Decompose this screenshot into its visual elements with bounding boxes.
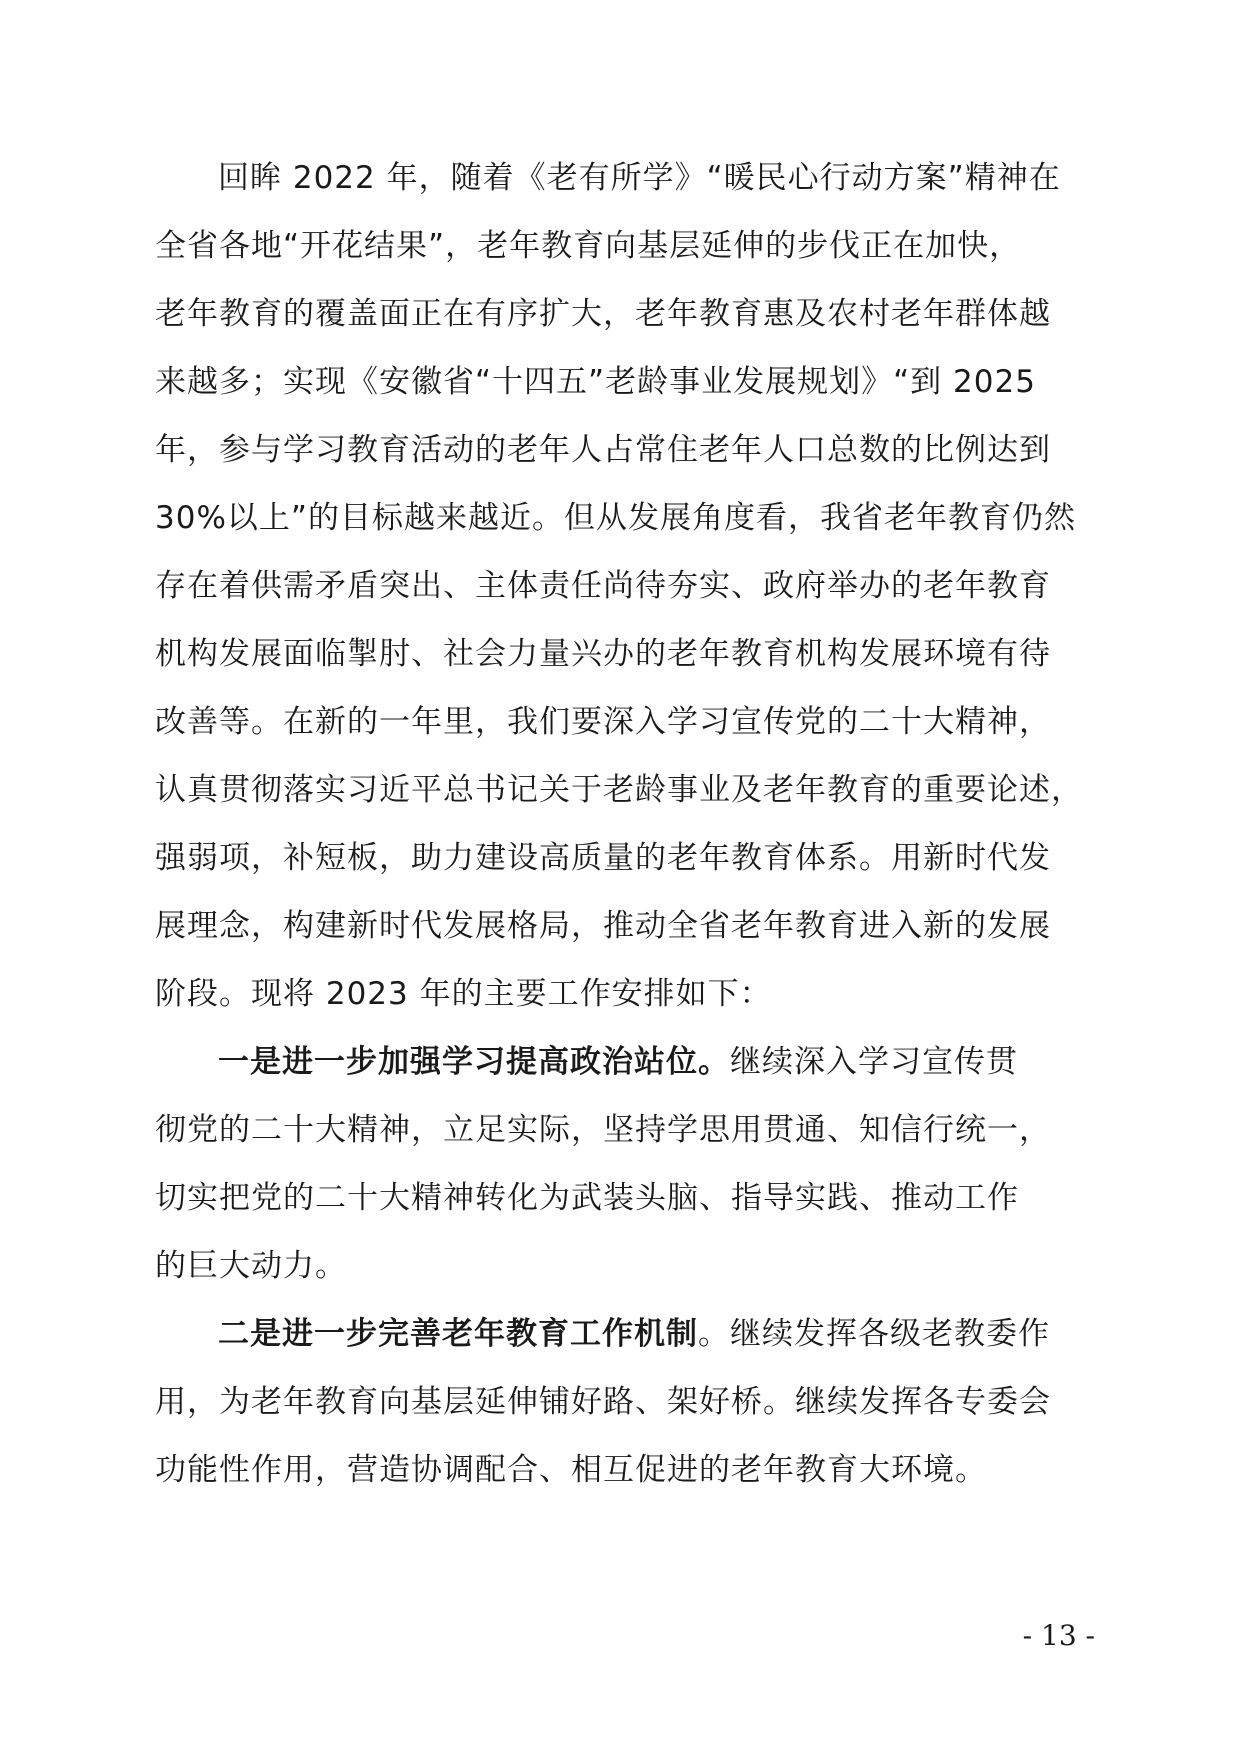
paragraph-1-line-6: 30%以上”的目标越来越近。但从发展角度看，我省老年教育仍然 — [155, 500, 1076, 536]
paragraph-3-line-3: 功能性作用，营造协调配合、相互促进的老年教育大环境。 — [155, 1452, 987, 1488]
paragraph-1-line-3: 老年教育的覆盖面正在有序扩大，老年教育惠及农村老年群体越 — [155, 296, 1051, 332]
paragraph-1-line-2: 全省各地“开花结果”，老年教育向基层延伸的步伐正在加快， — [155, 228, 1022, 264]
paragraph-2-first-rest: 继续深入学习宣传贯 — [730, 1044, 1018, 1080]
paragraph-3-line-1 — [218, 1314, 1095, 1354]
paragraph-2-line-1 — [218, 1042, 1095, 1082]
paragraph-1-line-1: 回眸 2022 年，随着《老有所学》“暖民心行动方案”精神在 — [218, 160, 1061, 196]
paragraph-2-heading: 一是进一步加强学习提高政治站位。 — [218, 1044, 730, 1080]
paragraph-1-line-12: 展理念，构建新时代发展格局，推动全省老年教育进入新的发展 — [155, 908, 1051, 944]
paragraph-1-line-8: 机构发展面临掣肘、社会力量兴办的老年教育机构发展环境有待 — [155, 636, 1051, 672]
paragraph-3-line-2: 用，为老年教育向基层延伸铺好路、架好桥。继续发挥各专委会 — [155, 1384, 1051, 1420]
paragraph-1-line-10: 认真贯彻落实习近平总书记关于老龄事业及老年教育的重要论述， — [155, 772, 1083, 808]
page-number: - 13 - — [1022, 1619, 1095, 1652]
paragraph-1-line-7: 存在着供需矛盾突出、主体责任尚待夯实、政府举办的老年教育 — [155, 568, 1051, 604]
paragraph-3-heading: 二是进一步完善老年教育工作机制 — [218, 1316, 698, 1352]
paragraph-3-first-rest: 。继续发挥各级老教委作 — [698, 1316, 1050, 1352]
paragraph-1-line-13: 阶段。现将 2023 年的主要工作安排如下： — [155, 976, 772, 1012]
paragraph-1-line-5: 年，参与学习教育活动的老年人占常住老年人口总数的比例达到 — [155, 432, 1051, 468]
paragraph-2-line-3: 切实把党的二十大精神转化为武装头脑、指导实践、推动工作 — [155, 1180, 1019, 1216]
paragraph-1-line-11: 强弱项，补短板，助力建设高质量的老年教育体系。用新时代发 — [155, 840, 1051, 876]
paragraph-1-line-4: 来越多；实现《安徽省“十四五”老龄事业发展规划》“到 2025 — [155, 364, 1036, 400]
paragraph-2-line-4: 的巨大动力。 — [155, 1248, 347, 1284]
paragraph-2-line-2: 彻党的二十大精神，立足实际，坚持学思用贯通、知信行统一， — [155, 1112, 1051, 1148]
paragraph-1-line-9: 改善等。在新的一年里，我们要深入学习宣传党的二十大精神， — [155, 704, 1051, 740]
